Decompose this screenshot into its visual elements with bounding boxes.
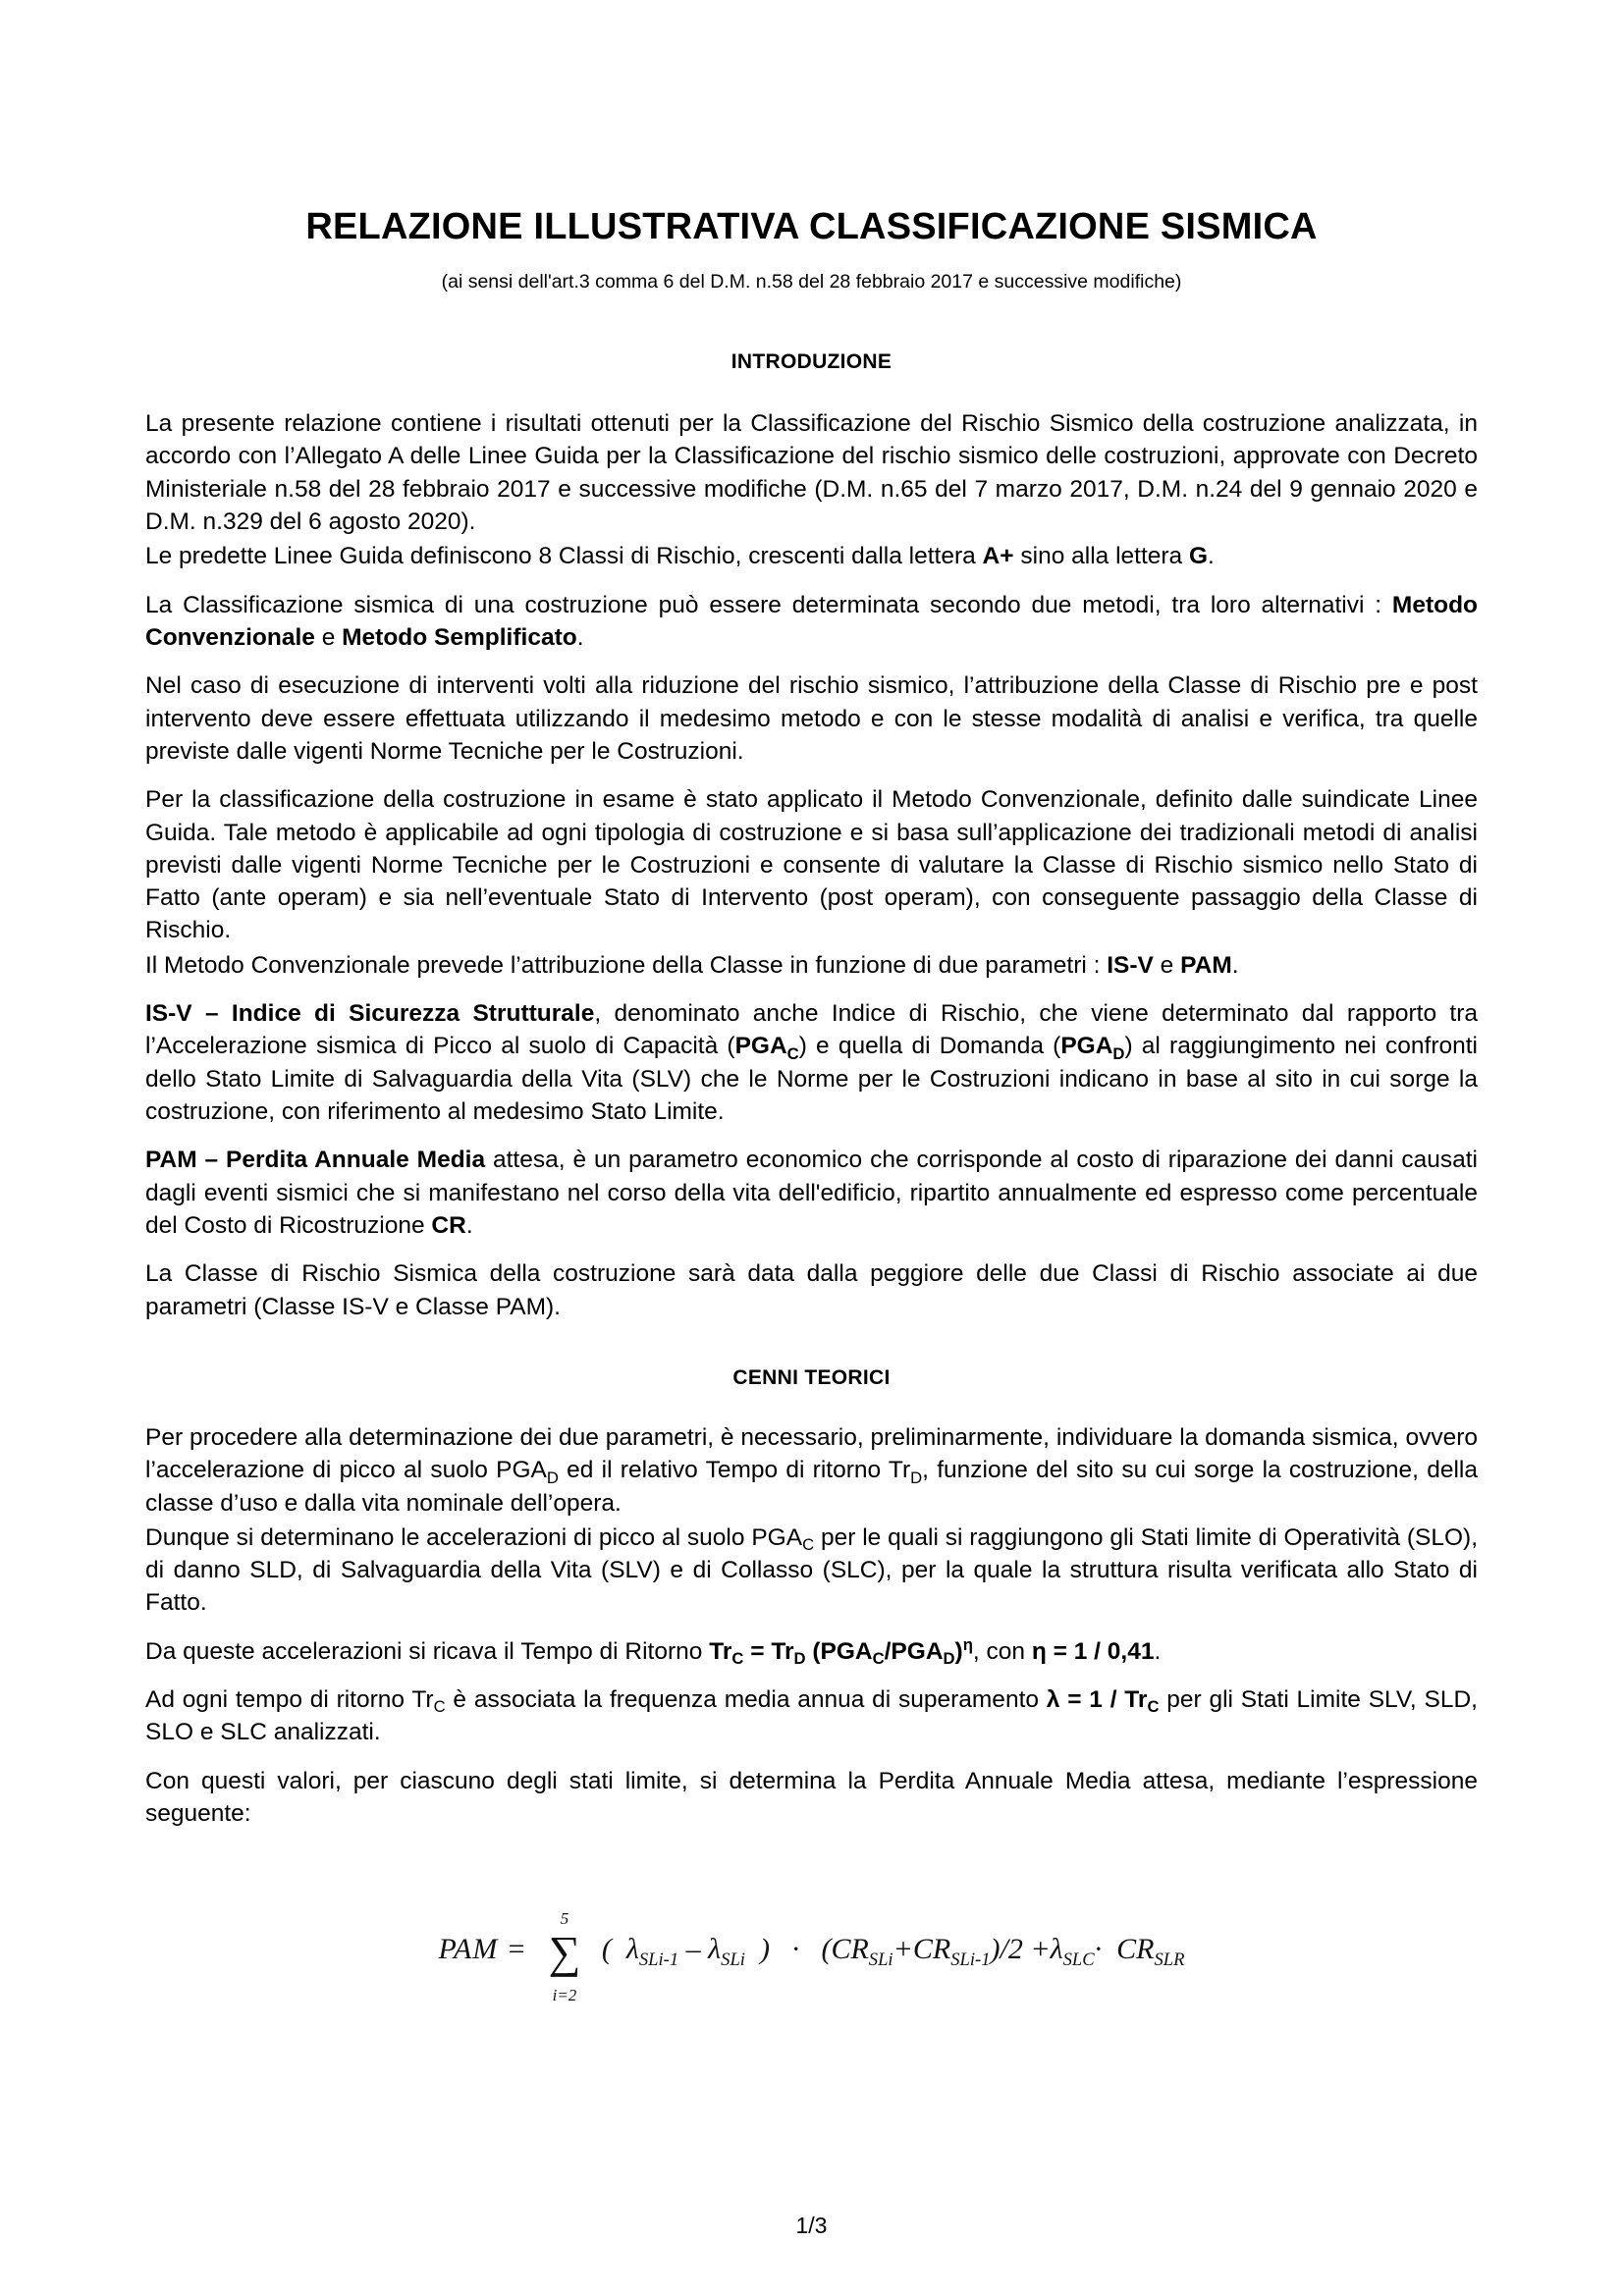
tr-d-sub: D <box>793 1649 806 1669</box>
pga-c-label <box>734 1033 799 1063</box>
formula-minus: – <box>685 1933 701 1966</box>
paragraph-intro-classi <box>145 540 1478 572</box>
stati-limite-text-a: Dunque si determinano le accelerazioni di picco al suolo PGA <box>145 1523 803 1551</box>
paragraph-parametri <box>145 949 1478 982</box>
formula-close-paren: ) <box>759 1933 770 1966</box>
isv-text-c: ) al raggiungimento nei confronti dello Stato Limite di Salvaguardia della Vita (SLV) che le Norme per le Costruzioni indicano in base al sito in cui sorge la costruzione, con riferimento al medesimo Stato Limite. <box>145 1033 1479 1126</box>
pga-c-subscript: C <box>802 1535 815 1555</box>
formula-pam <box>145 1896 1478 2006</box>
formula-term-close: )/2 + <box>990 1933 1051 1966</box>
page-footer: 1/3 <box>795 2213 828 2238</box>
paragraph-pam-definizione <box>145 1144 1478 1242</box>
metodi-text-pre: La Classificazione sismica di una costruzione può essere determinata secondo due metodi, tra loro alternativi : <box>145 591 1392 618</box>
classe-a-plus: A+ <box>982 543 1014 570</box>
summation-lower-limit: i=2 <box>552 1986 577 2005</box>
tr-eq-base: = Tr <box>743 1637 794 1665</box>
paragraph-intro-1 <box>145 407 1478 538</box>
paragraph-intro-1-text: La presente relazione contiene i risultati ottenuti per la Classificazione del Rischio Sismico della costruzione analizzata, in accordo con l’Allegato A delle Linee Guida per la Classificazione del rischio sismico delle costruzioni, approvate con Decreto Ministeriale n.58 del 28 febbraio 2017 e successive modifiche (D.M. n.65 del 7 marzo 2017, D.M. n.24 del 9 gennaio 2020 e D.M. n.329 del 6 agosto 2020). <box>145 410 1478 536</box>
parametro-pam: PAM <box>1180 951 1232 979</box>
pam-title: PAM – Perdita Annuale Media <box>145 1147 486 1174</box>
pga-d-label <box>1060 1033 1125 1063</box>
formula-dot-1: · <box>791 1933 799 1966</box>
formula-open-paren: ( <box>601 1933 612 1966</box>
frequenza-text-c: per gli Stati Limite SLV, SLD, SLO e SLC analizzati. <box>145 1686 1478 1746</box>
frequenza-text-b: è associata la frequenza media annua di superamento <box>445 1686 1047 1714</box>
pam-text-end: . <box>465 1211 473 1239</box>
eta-exponent: η <box>962 1635 973 1655</box>
lambda-base: λ = 1 / Tr <box>1046 1686 1148 1714</box>
lambda-sli-1: λ <box>625 1933 639 1966</box>
domanda-text-b: ed il relativo Tempo di ritorno Tr <box>558 1457 911 1484</box>
cr-label: CR <box>431 1211 466 1239</box>
tempo-ritorno-text-c: , con <box>972 1637 1032 1665</box>
lambda-slc: λ <box>1050 1933 1063 1966</box>
cr-sli-1-sub: SLi-1 <box>950 1949 991 1970</box>
parametro-isv: IS-V <box>1107 951 1154 979</box>
sigma-glyph: ∑ <box>548 1927 581 1978</box>
pam-text-a: attesa, è un parametro economico che corrisponde al costo di riparazione dei danni causati dagli eventi sismici che si manifestano nel corso della vita dell'edificio, ripartito annualmente ed espresso come percentuale del Costo di Ricostruzione <box>145 1147 1478 1239</box>
formula-dot-2: · <box>1094 1933 1103 1966</box>
paragraph-stati-limite <box>145 1522 1478 1620</box>
paragraph-frequenza-media <box>145 1683 1478 1749</box>
classi-text-end: . <box>1208 543 1215 570</box>
domanda-text-c: , funzione del sito su cui sorge la costruzione, della classe d’uso e dalla vita nominale dell’opera. <box>145 1457 1478 1517</box>
paragraph-classe-rischio-finale <box>145 1257 1478 1323</box>
domanda-text-a: Per procedere alla determinazione dei due parametri, è necessario, preliminarmente, individuare la domanda sismica, ovvero l’accelerazione di picco al suolo PGA <box>145 1423 1478 1484</box>
lambda-tr-c-sub: C <box>1147 1697 1160 1717</box>
metodi-text-mid: e <box>314 623 343 651</box>
lambda-sli-1-sub: SLi-1 <box>638 1949 679 1970</box>
parametri-text-pre: Il Metodo Convenzionale prevede l’attribuzione della Classe in funzione di due parametri : <box>145 951 1108 979</box>
tr-base: Tr <box>709 1637 732 1665</box>
parametri-text-end: . <box>1231 951 1239 979</box>
formula-tr-inline <box>709 1635 973 1669</box>
tr-c-subscript: C <box>433 1697 446 1717</box>
pga-d-sub: D <box>1112 1043 1125 1063</box>
lambda-formula <box>1046 1686 1160 1717</box>
lambda-sli: λ <box>708 1933 722 1966</box>
pga-c-sub: C <box>786 1043 799 1063</box>
frequenza-text-a: Ad ogni tempo di ritorno Tr <box>145 1686 434 1714</box>
cr-sli-sub: SLi <box>868 1949 893 1970</box>
pga-c-base: PGA <box>734 1033 787 1060</box>
isv-text-b: ) e quella di Domanda ( <box>798 1033 1061 1060</box>
section-heading-cenni-teorici: CENNI TEORICI <box>732 1365 891 1389</box>
summation-upper-limit: 5 <box>560 1909 569 1929</box>
tempo-ritorno-text-e: . <box>1154 1637 1162 1665</box>
paragraph-classificazione <box>145 783 1478 947</box>
paragraph-interventi <box>145 669 1478 768</box>
tr-c-sub: C <box>731 1649 744 1669</box>
espressione-intro-text: Con questi valori, per ciascuno degli stati limite, si determina la Perdita Annuale Media attesa, mediante l’espressione seguente: <box>145 1767 1478 1828</box>
eta-value: η = 1 / 0,41 <box>1031 1637 1155 1665</box>
lambda-slc-sub: SLC <box>1062 1949 1095 1970</box>
cr-sli-open: (CR <box>821 1933 869 1966</box>
pga-c-open: (PGA <box>805 1637 873 1665</box>
pga-c-sub2: C <box>872 1649 885 1669</box>
paragraph-isv-definizione <box>145 997 1478 1128</box>
tr-d-subscript: D <box>910 1468 923 1487</box>
summation-symbol <box>549 1898 581 2008</box>
paragraph-domanda-sismica <box>145 1421 1478 1520</box>
metodo-semplificato: Metodo Semplificato <box>342 623 577 651</box>
classe-rischio-finale-text: La Classe di Rischio Sismica della costruzione sarà data dalla peggiore delle due Classi di Rischio associate ai due parametri (Classe IS-V e Classe PAM). <box>145 1260 1478 1320</box>
stati-limite-text-b: per le quali si raggiungono gli Stati limite di Operatività (SLO), di danno SLD, di Salvaguardia della Vita (SLV) e di Collasso (SLC), per la quale la struttura risulta verificata allo Stato di Fatto. <box>145 1523 1478 1617</box>
paragraph-classificazione-text: Per la classificazione della costruzione in esame è stato applicato il Metodo Convenzionale, definito dalle suindicate Linee Guida. Tale metodo è applicabile ad ogni tipologia di costruzione e si basa sull’applicazione dei tradizionali metodi di analisi previsti dalle vigenti Norme Tecniche per le Costruzioni e consente di valutare la Classe di Rischio sismico nello Stato di Fatto (ante operam) e sia nell’eventuale Stato di Intervento (post operam), con conseguente passaggio della Classe di Rischio. <box>145 786 1478 944</box>
isv-title: IS-V – Indice di Sicurezza Strutturale <box>145 1000 595 1028</box>
lambda-sli-sub: SLi <box>721 1949 745 1970</box>
document-subtitle: (ai sensi dell'art.3 comma 6 del D.M. n.58 del 28 febbraio 2017 e successive modifiche) <box>441 270 1182 293</box>
paragraph-metodi <box>145 589 1478 655</box>
paragraph-espressione-intro <box>145 1765 1478 1831</box>
classi-text-pre: Le predette Linee Guida definiscono 8 Classi di Rischio, crescenti dalla lettera <box>145 543 983 570</box>
cr-slr-sub: SLR <box>1154 1949 1185 1970</box>
metodi-text-end: . <box>576 623 584 651</box>
page-title: RELAZIONE ILLUSTRATIVA CLASSIFICAZIONE SISMICA <box>305 206 1318 247</box>
metodo-convenzionale: Metodo Convenzionale <box>145 591 1478 651</box>
parametri-text-mid: e <box>1153 951 1181 979</box>
classe-g: G <box>1188 543 1209 570</box>
formula-lhs: PAM = <box>438 1933 528 1966</box>
tempo-ritorno-text-a: Da queste accelerazioni si ricava il Tempo di Ritorno <box>145 1637 710 1665</box>
pga-d-base: PGA <box>1060 1033 1113 1060</box>
cr-sli-1-base: +CR <box>893 1933 951 1966</box>
classi-text-mid: sino alla lettera <box>1013 543 1189 570</box>
paragraph-tempo-ritorno <box>145 1635 1478 1668</box>
cr-slr-base: CR <box>1116 1933 1155 1966</box>
pga-d-open: /PGA <box>884 1637 944 1665</box>
pga-d-subscript: D <box>546 1468 559 1487</box>
section-heading-introduzione: INTRODUZIONE <box>730 350 893 374</box>
paragraph-interventi-text: Nel caso di esecuzione di interventi volti alla riduzione del rischio sismico, l’attribuzione della Classe di Rischio pre e post intervento deve essere effettuata utilizzando il medesimo metodo e con le stesse modalità di analisi e verifica, tra quelle previste dalle vigenti Norme Tecniche per le Costruzioni. <box>145 672 1478 765</box>
isv-text-a: , denominato anche Indice di Rischio, che viene determinato dal rapporto tra l’Accelerazione sismica di Picco al suolo di Capacità ( <box>145 1000 1478 1060</box>
close-paren: ) <box>954 1637 963 1665</box>
pga-d-sub2: D <box>943 1649 955 1669</box>
